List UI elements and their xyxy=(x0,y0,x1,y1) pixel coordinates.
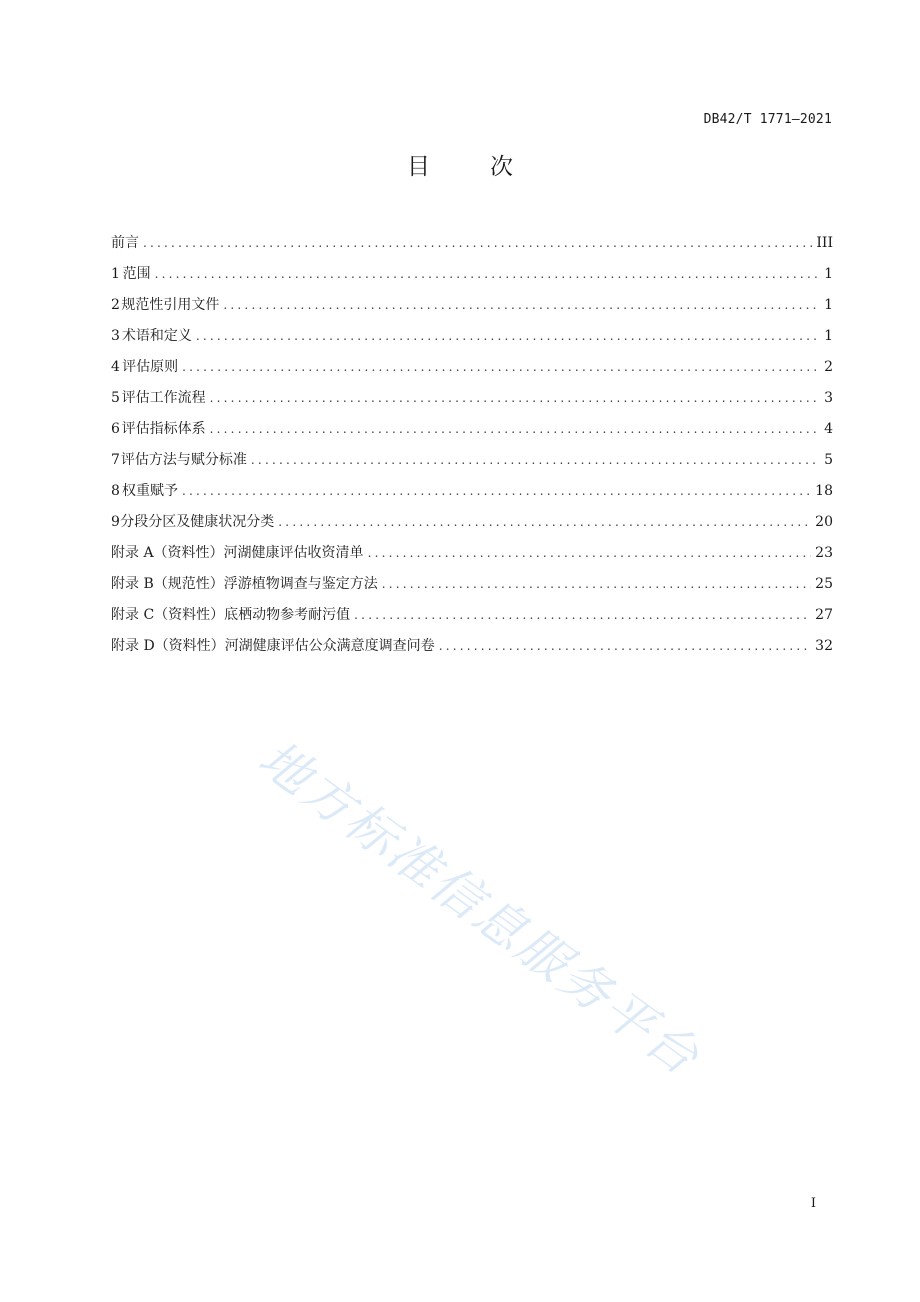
toc-leader-dots xyxy=(223,294,819,316)
toc-entry-label: 评估指标体系 xyxy=(121,421,206,437)
toc-entry-label: 前言 xyxy=(111,235,139,251)
toc-list xyxy=(111,232,833,666)
toc-entry-page: 3 xyxy=(824,390,833,406)
toc-entry-label: 河湖健康评估收资清单 xyxy=(223,545,364,561)
toc-entry-appendix-d[interactable] xyxy=(111,635,833,666)
toc-leader-dots xyxy=(143,232,812,254)
toc-title-char: 目 xyxy=(407,154,430,180)
toc-entry-label: 河湖健康评估公众满意度调查问卷 xyxy=(224,638,435,654)
toc-entry-number: 8 xyxy=(111,483,120,499)
toc-entry-8[interactable] xyxy=(111,480,833,511)
toc-entry-number: 5 xyxy=(111,390,120,406)
toc-entry-5[interactable] xyxy=(111,387,833,418)
toc-leader-dots xyxy=(278,511,811,533)
toc-entry-number: 7 xyxy=(111,452,120,468)
toc-entry-9[interactable] xyxy=(111,511,833,542)
toc-entry-page: 20 xyxy=(815,514,833,530)
document-code: DB42/T 1771—2021 xyxy=(703,112,832,127)
toc-entry-page: 4 xyxy=(824,421,833,437)
toc-entry-number: 1 xyxy=(111,266,120,282)
toc-entry-page: 1 xyxy=(824,266,833,282)
toc-entry-page: 1 xyxy=(824,328,833,344)
toc-entry-label: 评估方法与赋分标准 xyxy=(120,452,247,468)
toc-entry-appendix-c[interactable] xyxy=(111,604,833,635)
toc-entry-page: 25 xyxy=(815,576,833,592)
toc-entry-label: 范围 xyxy=(122,266,151,282)
toc-entry-label: 评估原则 xyxy=(122,359,179,375)
toc-entry-page: 32 xyxy=(815,638,833,654)
toc-leader-dots xyxy=(155,263,819,285)
toc-entry-label: 浮游植物调查与鉴定方法 xyxy=(223,576,378,592)
toc-entry-foreword[interactable] xyxy=(111,232,833,263)
toc-leader-dots xyxy=(182,356,819,378)
toc-leader-dots xyxy=(439,635,811,657)
toc-entry-3[interactable] xyxy=(111,325,833,356)
toc-entry-number: 3 xyxy=(111,328,120,344)
toc-entry-appendix-a[interactable] xyxy=(111,542,833,573)
toc-entry-label: 术语和定义 xyxy=(121,328,192,344)
toc-entry-number: 2 xyxy=(111,297,120,313)
toc-entry-label: 权重赋予 xyxy=(121,483,178,499)
toc-entry-number: 9 xyxy=(111,514,120,530)
toc-entry-appendix-b[interactable] xyxy=(111,573,833,604)
toc-entry-2[interactable] xyxy=(111,294,833,325)
toc-entry-page: 18 xyxy=(815,483,833,499)
toc-entry-page: 23 xyxy=(815,545,833,561)
toc-entry-7[interactable] xyxy=(111,449,833,480)
toc-leader-dots xyxy=(210,387,819,409)
toc-entry-number: 6 xyxy=(111,421,120,437)
toc-leader-dots xyxy=(382,573,811,595)
toc-leader-dots xyxy=(368,542,812,564)
toc-appendix-prefix: 附录 D（资料性） xyxy=(111,638,225,654)
toc-leader-dots xyxy=(210,418,819,440)
toc-entry-1[interactable] xyxy=(111,263,833,294)
toc-entry-label: 规范性引用文件 xyxy=(121,297,220,313)
toc-entry-4[interactable] xyxy=(111,356,833,387)
toc-entry-label: 底栖动物参考耐污值 xyxy=(224,607,351,623)
toc-entry-page: III xyxy=(816,235,833,251)
toc-leader-dots xyxy=(251,449,819,471)
toc-entry-page: 1 xyxy=(824,297,833,313)
watermark: 地方标准信息服务平台 xyxy=(248,729,712,1088)
page-number: I xyxy=(810,1196,816,1211)
toc-appendix-prefix: 附录 C（资料性） xyxy=(111,607,225,623)
toc-entry-number: 4 xyxy=(111,359,120,375)
toc-entry-label: 评估工作流程 xyxy=(121,390,206,406)
toc-appendix-prefix: 附录 B（规范性） xyxy=(111,576,224,592)
toc-title xyxy=(0,148,920,181)
toc-entry-page: 5 xyxy=(824,452,833,468)
toc-entry-page: 27 xyxy=(815,607,833,623)
toc-entry-page: 2 xyxy=(824,359,833,375)
toc-leader-dots xyxy=(196,325,819,347)
toc-appendix-prefix: 附录 A（资料性） xyxy=(111,545,224,561)
toc-entry-label: 分段分区及健康状况分类 xyxy=(120,514,275,530)
toc-entry-6[interactable] xyxy=(111,418,833,449)
toc-title-char: 次 xyxy=(490,154,513,180)
toc-leader-dots xyxy=(354,604,811,626)
toc-leader-dots xyxy=(182,480,811,502)
